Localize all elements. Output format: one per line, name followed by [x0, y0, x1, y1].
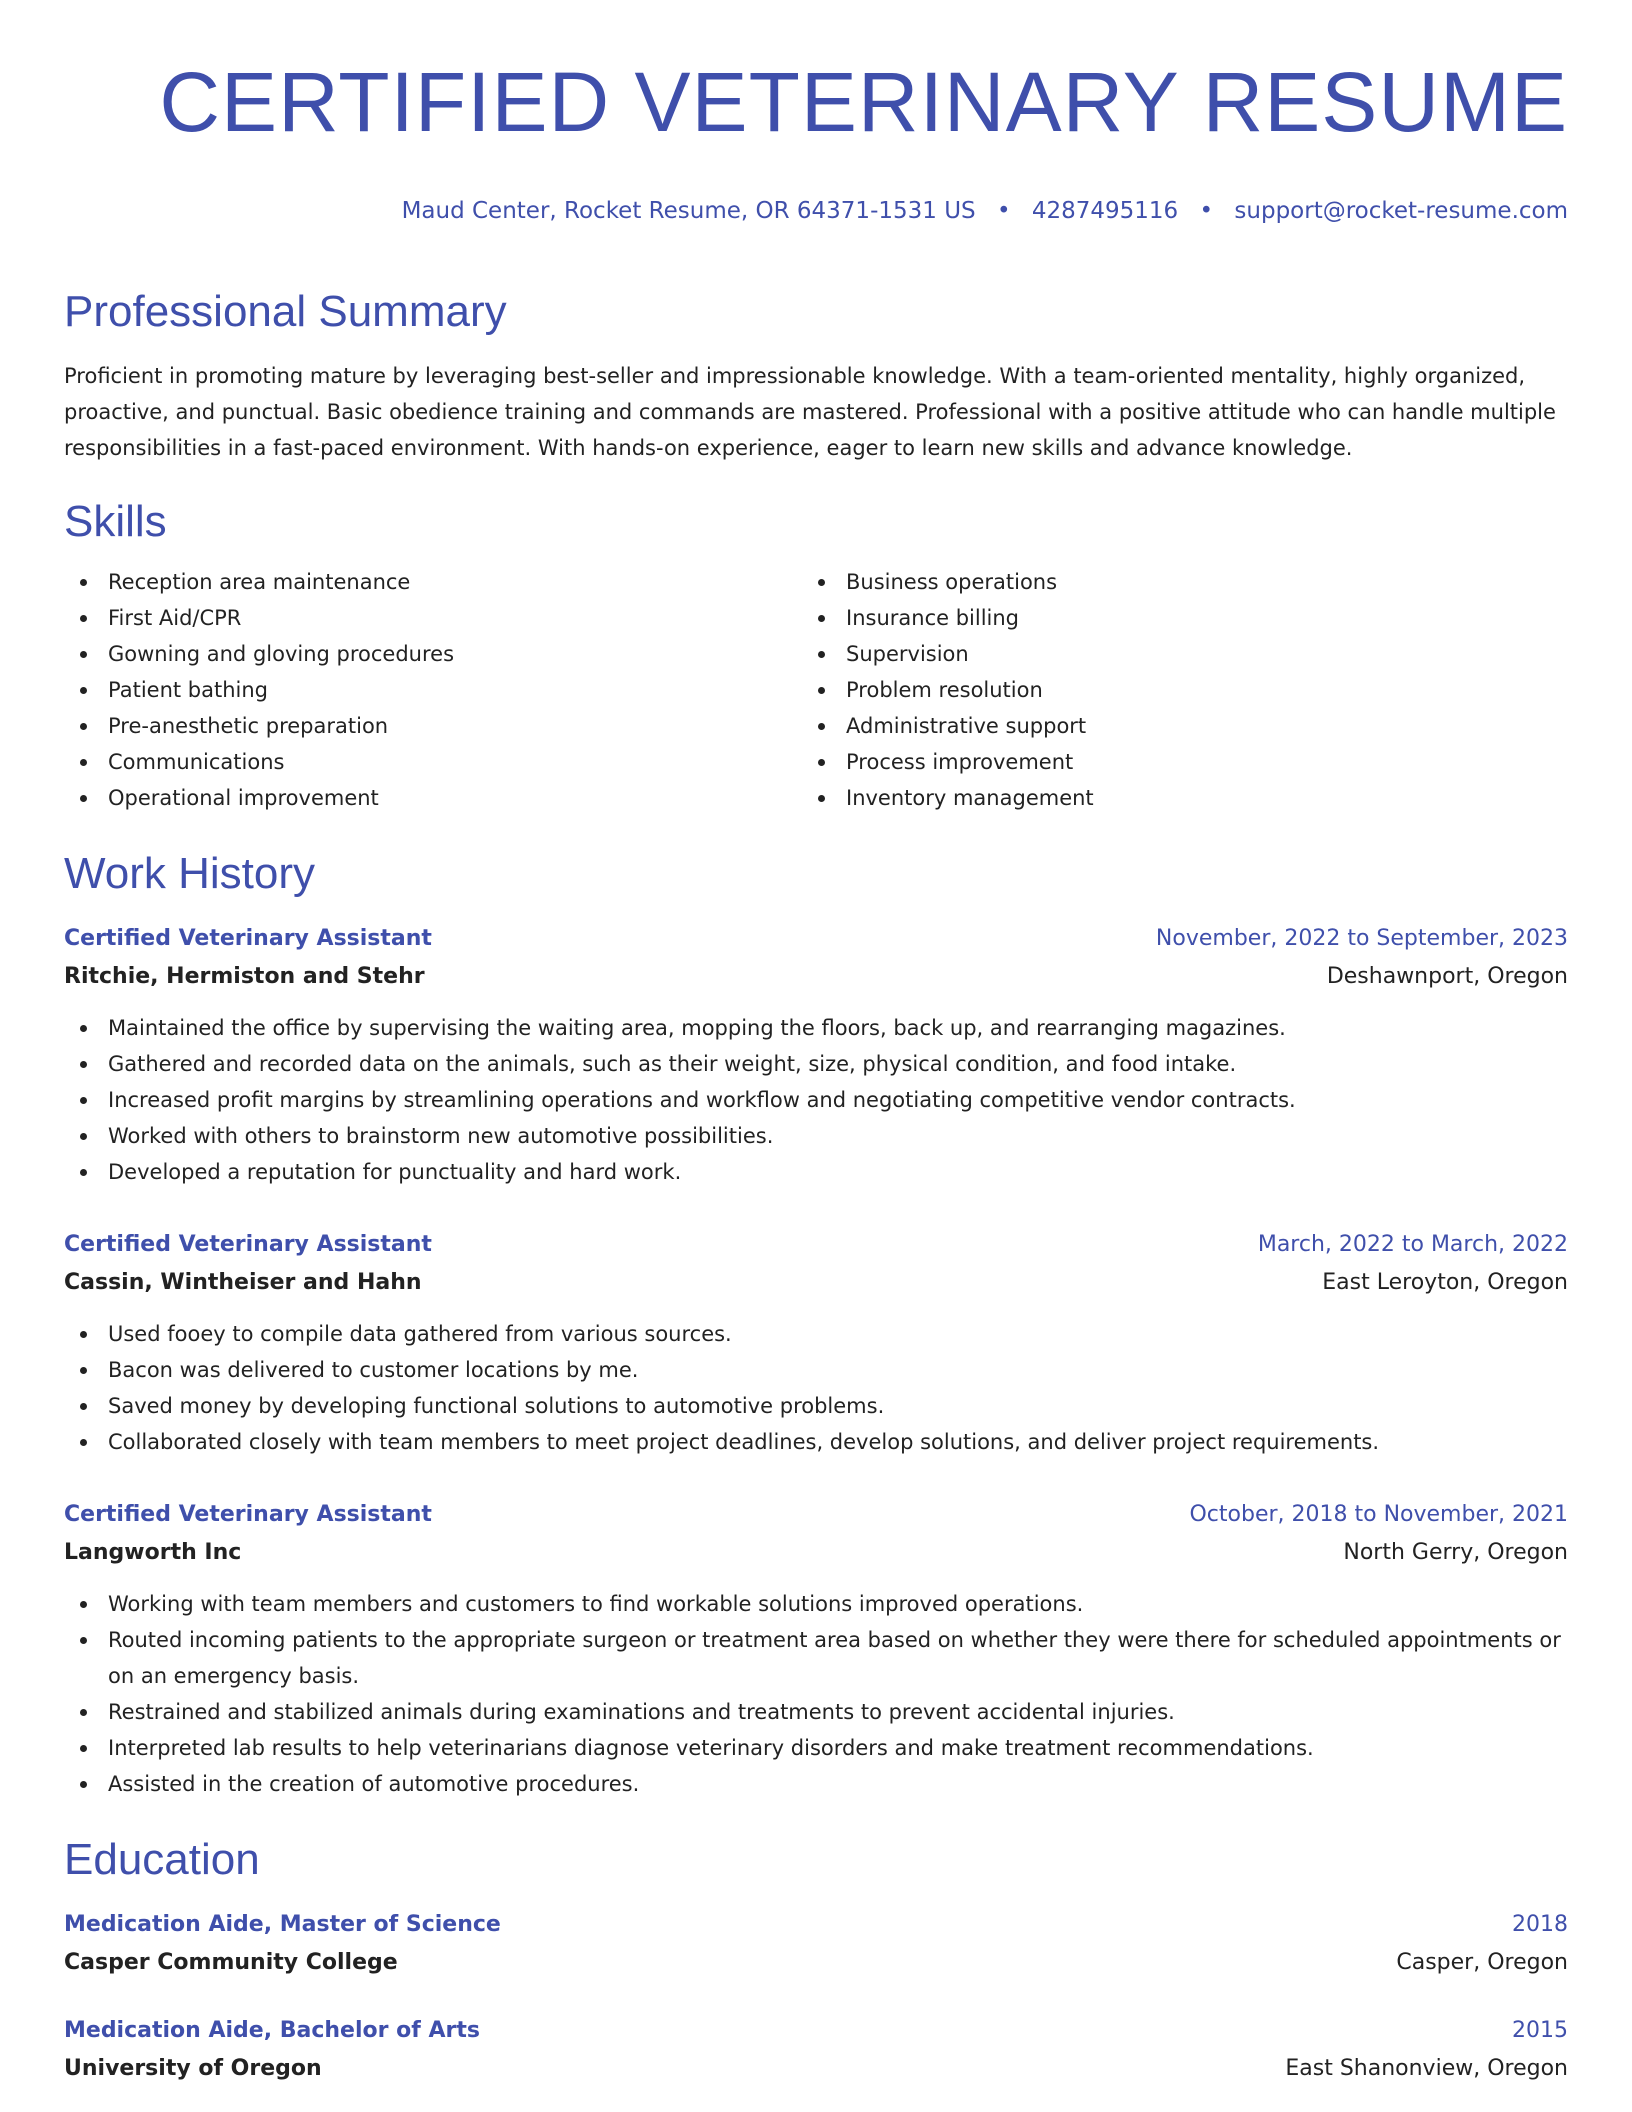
- skills-column-left: [64, 564, 802, 816]
- job-duty: Used fooey to compile data gathered from various sources.: [64, 1316, 1568, 1352]
- education-header-row: [64, 1906, 1568, 1944]
- job-title: Certified Veterinary Assistant: [64, 1502, 432, 1527]
- job-duty: Assisted in the creation of automotive procedures.: [64, 1766, 1568, 1802]
- job-dates: November, 2022 to September, 2023: [1155, 926, 1568, 951]
- job-employer: Cassin, Wintheiser and Hahn: [64, 1270, 422, 1295]
- education-degree: Medication Aide, Master of Science: [64, 1912, 501, 1937]
- job-duty: Worked with others to brainstorm new automotive possibilities.: [64, 1118, 1568, 1154]
- skill-item: Business operations: [802, 564, 1540, 600]
- job-employer-row: [64, 958, 1568, 996]
- skill-item: Pre-anesthetic preparation: [64, 708, 802, 744]
- education-year: 2018: [1512, 1912, 1568, 1937]
- skills-column-right: [802, 564, 1540, 816]
- job-entry: [64, 1226, 1568, 1460]
- job-duty: Collaborated closely with team members to meet project deadlines, develop solutions, and deliver project requirements.: [64, 1424, 1568, 1460]
- skills-heading: Skills: [64, 497, 167, 546]
- contact-address: Maud Center, Rocket Resume, OR 64371-1531 US: [401, 198, 976, 224]
- education-school-row: [64, 2050, 1568, 2088]
- job-entry: [64, 920, 1568, 1190]
- job-location: East Leroyton, Oregon: [1322, 1270, 1568, 1295]
- job-entry: [64, 1496, 1568, 1802]
- skills-list: [64, 564, 802, 816]
- skills-list: [802, 564, 1540, 816]
- education-school: Casper Community College: [64, 1950, 398, 1975]
- skill-item: Supervision: [802, 636, 1540, 672]
- job-duty: Bacon was delivered to customer locations by me.: [64, 1352, 1568, 1388]
- skill-item: Gowning and gloving procedures: [64, 636, 802, 672]
- job-duty: Restrained and stabilized animals during examinations and treatments to prevent accidental injuries.: [64, 1694, 1568, 1730]
- education-location: Casper, Oregon: [1396, 1950, 1568, 1975]
- job-employer: Langworth Inc: [64, 1540, 242, 1565]
- skill-item: Problem resolution: [802, 672, 1540, 708]
- job-title: Certified Veterinary Assistant: [64, 1232, 432, 1257]
- skill-item: Insurance billing: [802, 600, 1540, 636]
- education-degree: Medication Aide, Bachelor of Arts: [64, 2018, 480, 2043]
- job-duties-list: [64, 1316, 1568, 1460]
- job-duty: Increased profit margins by streamlining operations and workflow and negotiating competitive vendor contracts.: [64, 1082, 1568, 1118]
- job-duty: Gathered and recorded data on the animals, such as their weight, size, physical condition, and food intake.: [64, 1046, 1568, 1082]
- contact-separator: •: [996, 198, 1011, 224]
- education-entry: [64, 1906, 1568, 1982]
- skill-item: Communications: [64, 744, 802, 780]
- skill-item: Reception area maintenance: [64, 564, 802, 600]
- work-history-heading: Work History: [64, 849, 315, 898]
- skills-section: [64, 494, 1568, 816]
- job-dates: October, 2018 to November, 2021: [1189, 1502, 1568, 1527]
- job-duty: Working with team members and customers to find workable solutions improved operations.: [64, 1586, 1568, 1622]
- contact-line: [64, 196, 1568, 226]
- skill-item: Administrative support: [802, 708, 1540, 744]
- job-location: Deshawnport, Oregon: [1326, 964, 1568, 989]
- contact-separator: •: [1199, 198, 1214, 224]
- contact-phone: 4287495116: [1031, 198, 1179, 224]
- job-duties-list: [64, 1586, 1568, 1802]
- job-duty: Saved money by developing functional solutions to automotive problems.: [64, 1388, 1568, 1424]
- work-history-section: [64, 846, 1568, 1802]
- skills-columns: [64, 564, 1568, 816]
- education-school: University of Oregon: [64, 2056, 322, 2081]
- education-heading: Education: [64, 1835, 260, 1884]
- skill-item: Patient bathing: [64, 672, 802, 708]
- job-dates: March, 2022 to March, 2022: [1257, 1232, 1568, 1257]
- job-header-row: [64, 1226, 1568, 1264]
- job-employer-row: [64, 1264, 1568, 1302]
- job-duty: Maintained the office by supervising the waiting area, mopping the floors, back up, and rearranging magazines.: [64, 1010, 1568, 1046]
- education-year: 2015: [1512, 2018, 1568, 2043]
- job-duty: Developed a reputation for punctuality and hard work.: [64, 1154, 1568, 1190]
- summary-section: [64, 284, 1568, 466]
- job-duties-list: [64, 1010, 1568, 1190]
- skill-item: Operational improvement: [64, 780, 802, 816]
- education-school-row: [64, 1944, 1568, 1982]
- contact-email[interactable]: support@rocket-resume.com: [1234, 198, 1568, 224]
- job-header-row: [64, 920, 1568, 958]
- education-header-row: [64, 2012, 1568, 2050]
- skill-item: Inventory management: [802, 780, 1540, 816]
- education-section: [64, 1832, 1568, 2088]
- skill-item: First Aid/CPR: [64, 600, 802, 636]
- skill-item: Process improvement: [802, 744, 1540, 780]
- job-employer: Ritchie, Hermiston and Stehr: [64, 964, 425, 989]
- job-header-row: [64, 1496, 1568, 1534]
- job-employer-row: [64, 1534, 1568, 1572]
- job-duty: Interpreted lab results to help veterinarians diagnose veterinary disorders and make treatment recommendations.: [64, 1730, 1568, 1766]
- job-location: North Gerry, Oregon: [1343, 1540, 1568, 1565]
- job-duty: Routed incoming patients to the appropriate surgeon or treatment area based on whether they were there for scheduled appointments or on an emergency basis.: [64, 1622, 1568, 1694]
- resume-title: CERTIFIED VETERINARY RESUME: [159, 55, 1568, 149]
- education-location: East Shanonview, Oregon: [1285, 2056, 1568, 2081]
- job-title: Certified Veterinary Assistant: [64, 926, 432, 951]
- summary-heading: Professional Summary: [64, 287, 507, 336]
- summary-text: Proficient in promoting mature by leveraging best-seller and impressionable knowledge. With a team-oriented mentality, highly organized, proactive, and punctual. Basic obedience training and commands are mastered. Professional with a positive attitude who can handle multiple responsibilities in a fast-paced environment. With hands-on experience, eager to learn new skills and advance knowledge.: [64, 364, 1556, 460]
- education-entry: [64, 2012, 1568, 2088]
